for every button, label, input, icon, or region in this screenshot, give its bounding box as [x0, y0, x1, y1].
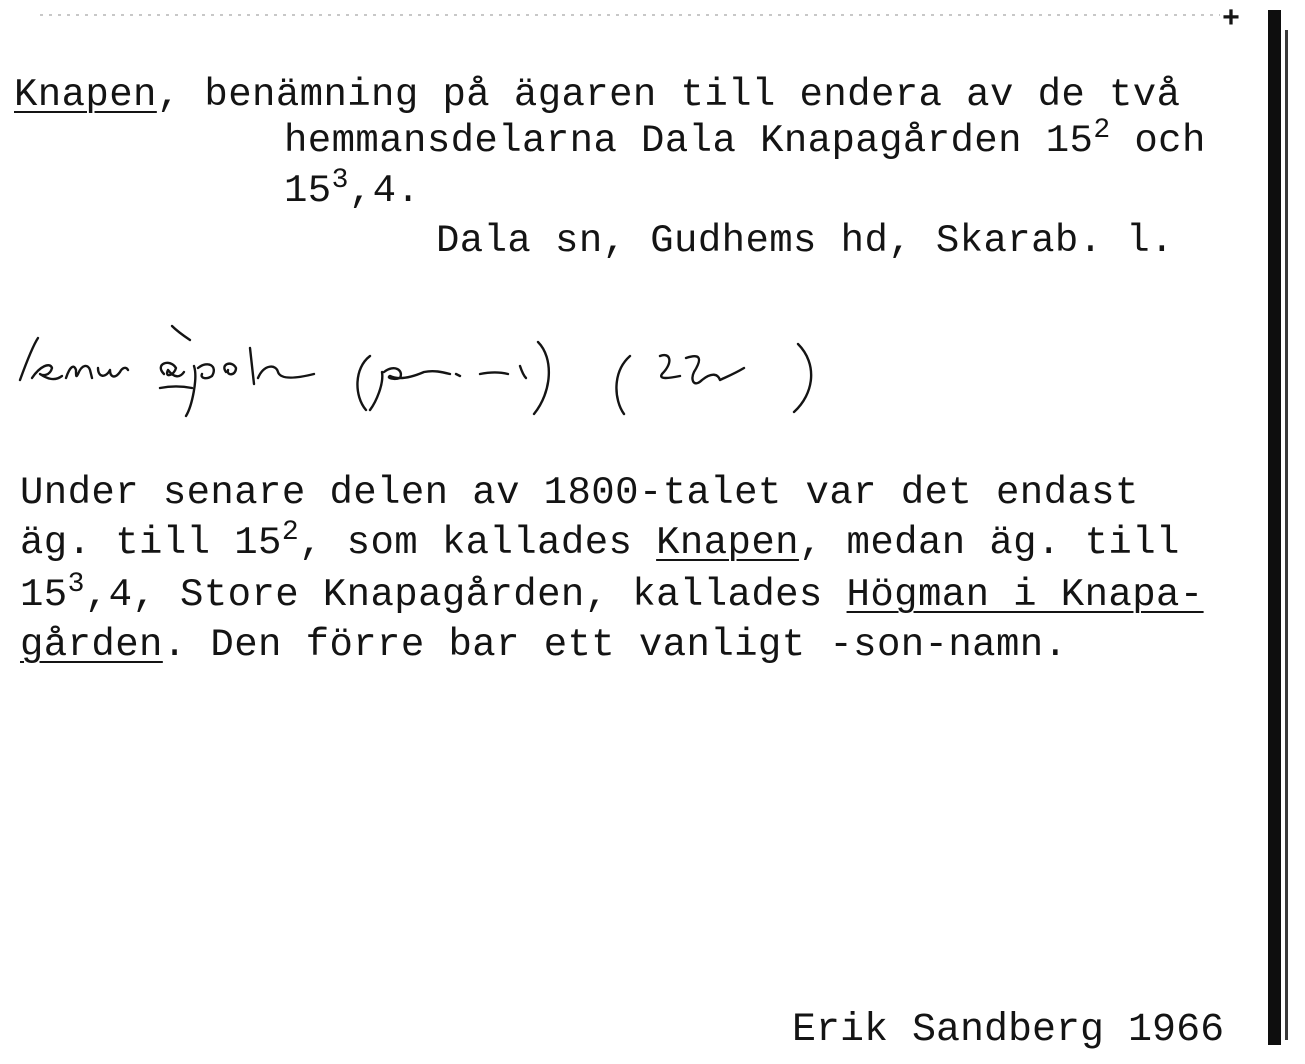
- definition-line-2: [284, 115, 1206, 164]
- note-text: . Den förre bar ett vanligt -son-namn.: [162, 623, 1068, 667]
- superscript: 2: [281, 517, 300, 548]
- scan-artifact-top: [40, 14, 1220, 16]
- superscript: 2: [1093, 115, 1111, 146]
- definition-line-3: [284, 165, 421, 214]
- note-text: äg. till 15: [20, 521, 282, 565]
- underlined-name: Högman i Knapa-: [846, 573, 1204, 617]
- card-edge-line: [1285, 30, 1288, 1040]
- note-text: , medan äg. till: [798, 521, 1180, 565]
- definition-line-1: [14, 72, 1180, 118]
- note-line-4: [20, 622, 1067, 668]
- note-line-1: Under senare delen av 1800-talet var det endast: [20, 471, 1139, 515]
- underlined-name: gården: [20, 623, 163, 667]
- underlined-name: Knapen: [656, 521, 799, 565]
- note-text: , som kallades: [299, 521, 657, 565]
- superscript: 3: [331, 165, 349, 196]
- definition-text-2: hemmansdelarna Dala Knapagården 15: [284, 119, 1094, 163]
- superscript: 3: [67, 569, 85, 600]
- corner-plus-mark: +: [1222, 3, 1241, 37]
- definition-text-1: , benämning på ägaren till endera av de två: [156, 73, 1181, 117]
- handwritten-pronunciation: [14, 318, 814, 418]
- note-text: 15: [20, 573, 68, 617]
- definition-text-3b: ,4.: [348, 169, 421, 213]
- signature-line: Erik Sandberg 1966: [792, 1008, 1225, 1053]
- note-line-2: [20, 517, 1180, 566]
- definition-text-2b: och: [1110, 119, 1206, 163]
- card-edge-shadow: [1268, 10, 1281, 1045]
- location-line: Dala sn, Gudhems hd, Skarab. l.: [436, 219, 1174, 263]
- definition-text-3: 15: [284, 169, 332, 213]
- note-text: ,4, Store Knapagården, kallades: [84, 573, 847, 617]
- note-line-3: [20, 569, 1204, 618]
- headword: Knapen: [14, 73, 157, 117]
